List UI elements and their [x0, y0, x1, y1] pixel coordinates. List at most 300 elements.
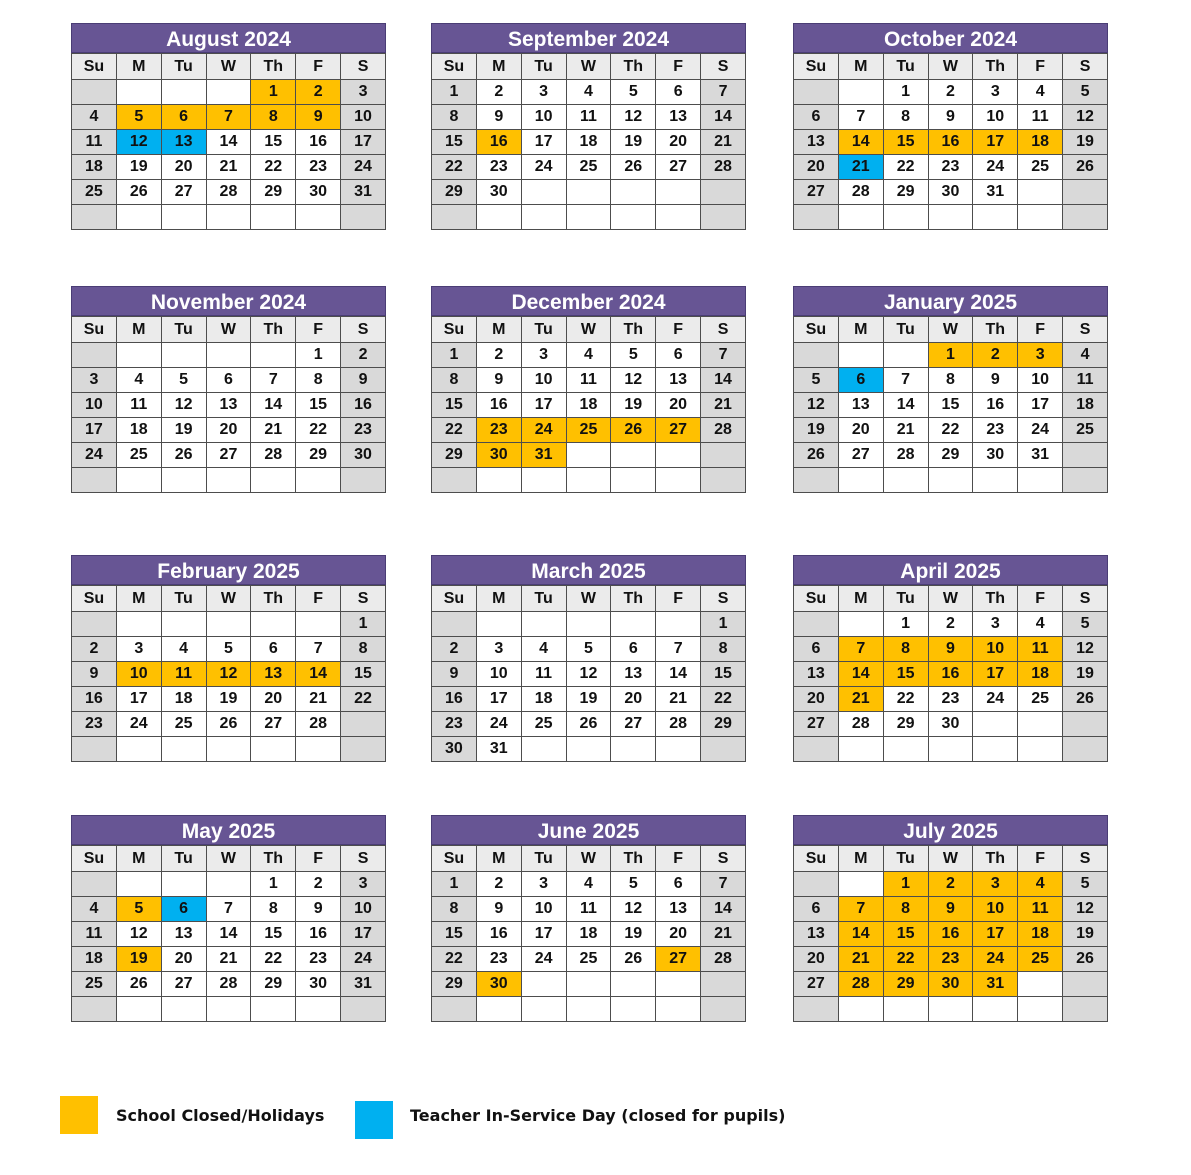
day-cell: 5: [1063, 612, 1108, 637]
day-cell: 22: [432, 418, 477, 443]
empty-day-cell: [1063, 468, 1108, 493]
week-row: [72, 205, 386, 230]
week-row: [72, 343, 386, 368]
day-cell: 24: [116, 712, 161, 737]
day-cell: 31: [341, 180, 386, 205]
empty-day-cell: [1063, 737, 1108, 762]
week-row: [794, 343, 1108, 368]
empty-day-cell: [611, 737, 656, 762]
empty-day-cell: [161, 343, 206, 368]
day-cell: 15: [928, 393, 973, 418]
day-cell: 30: [476, 180, 521, 205]
empty-day-cell: [476, 205, 521, 230]
empty-day-cell: [161, 80, 206, 105]
day-cell: 4: [161, 637, 206, 662]
week-row: [432, 443, 746, 468]
weekday-header-row: [432, 54, 746, 80]
empty-day-cell: [161, 205, 206, 230]
empty-day-cell: [341, 205, 386, 230]
day-cell: 11: [1063, 368, 1108, 393]
day-cell: 5: [1063, 872, 1108, 897]
empty-day-cell: [296, 468, 341, 493]
day-cell: 11: [72, 922, 117, 947]
day-cell: 3: [521, 343, 566, 368]
empty-day-cell: [1063, 997, 1108, 1022]
day-cell: 1: [928, 343, 973, 368]
empty-day-cell: [566, 443, 611, 468]
weekday-label: S: [1063, 54, 1108, 80]
day-cell: 22: [432, 155, 477, 180]
day-cell: 16: [296, 130, 341, 155]
weekday-label: Tu: [883, 54, 928, 80]
day-cell: 15: [432, 393, 477, 418]
week-row: [794, 368, 1108, 393]
day-cell: 11: [1018, 105, 1063, 130]
day-cell: 6: [794, 637, 839, 662]
day-cell: 29: [883, 180, 928, 205]
day-cell: 25: [72, 972, 117, 997]
day-cell: 19: [1063, 130, 1108, 155]
weekday-label: Th: [611, 586, 656, 612]
day-cell: 11: [116, 393, 161, 418]
week-row: [72, 105, 386, 130]
day-cell: 7: [838, 637, 883, 662]
month-grid: [793, 585, 1108, 762]
empty-day-cell: [251, 468, 296, 493]
weekday-label: Su: [794, 54, 839, 80]
day-cell: 7: [883, 368, 928, 393]
weekday-label: M: [116, 586, 161, 612]
day-cell: 10: [116, 662, 161, 687]
empty-day-cell: [161, 997, 206, 1022]
weekday-label: F: [296, 54, 341, 80]
month-grid: [71, 845, 386, 1022]
weekday-label: Th: [973, 846, 1018, 872]
weekday-label: W: [928, 846, 973, 872]
day-cell: 24: [521, 155, 566, 180]
weekday-label: S: [701, 54, 746, 80]
day-cell: 28: [206, 972, 251, 997]
day-cell: 8: [883, 897, 928, 922]
day-cell: 8: [251, 105, 296, 130]
empty-day-cell: [701, 468, 746, 493]
day-cell: 31: [1018, 443, 1063, 468]
day-cell: 2: [973, 343, 1018, 368]
empty-day-cell: [928, 997, 973, 1022]
day-cell: 22: [928, 418, 973, 443]
empty-day-cell: [1018, 468, 1063, 493]
day-cell: 15: [883, 662, 928, 687]
empty-day-cell: [701, 205, 746, 230]
month-grid: [431, 845, 746, 1022]
day-cell: 21: [206, 155, 251, 180]
week-row: [794, 443, 1108, 468]
week-row: [794, 687, 1108, 712]
day-cell: 16: [432, 687, 477, 712]
day-cell: 9: [296, 105, 341, 130]
week-row: [72, 972, 386, 997]
week-row: [72, 80, 386, 105]
day-cell: 15: [296, 393, 341, 418]
weekday-label: F: [296, 846, 341, 872]
empty-day-cell: [611, 205, 656, 230]
weekday-label: W: [566, 846, 611, 872]
day-cell: 23: [928, 687, 973, 712]
day-cell: 28: [251, 443, 296, 468]
weekday-label: Tu: [883, 317, 928, 343]
week-row: [794, 468, 1108, 493]
day-cell: 23: [476, 155, 521, 180]
week-row: [72, 897, 386, 922]
day-cell: 26: [116, 972, 161, 997]
day-cell: 23: [476, 418, 521, 443]
day-cell: 29: [432, 180, 477, 205]
empty-day-cell: [161, 872, 206, 897]
day-cell: 17: [341, 922, 386, 947]
empty-day-cell: [794, 997, 839, 1022]
day-cell: 9: [296, 897, 341, 922]
day-cell: 8: [432, 368, 477, 393]
weekday-label: F: [656, 846, 701, 872]
empty-day-cell: [72, 343, 117, 368]
week-row: [432, 130, 746, 155]
day-cell: 9: [928, 897, 973, 922]
week-row: [794, 662, 1108, 687]
day-cell: 25: [521, 712, 566, 737]
day-cell: 24: [973, 947, 1018, 972]
day-cell: 9: [476, 368, 521, 393]
week-row: [794, 897, 1108, 922]
day-cell: 23: [296, 947, 341, 972]
day-cell: 27: [794, 180, 839, 205]
day-cell: 2: [341, 343, 386, 368]
day-cell: 29: [251, 180, 296, 205]
day-cell: 21: [838, 947, 883, 972]
empty-day-cell: [521, 180, 566, 205]
day-cell: 12: [794, 393, 839, 418]
day-cell: 26: [611, 947, 656, 972]
day-cell: 6: [794, 897, 839, 922]
day-cell: 15: [883, 130, 928, 155]
day-cell: 13: [656, 368, 701, 393]
weekday-label: Tu: [161, 846, 206, 872]
day-cell: 2: [928, 80, 973, 105]
weekday-label: Su: [72, 586, 117, 612]
day-cell: 28: [656, 712, 701, 737]
day-cell: 25: [161, 712, 206, 737]
day-cell: 14: [838, 662, 883, 687]
week-row: [432, 343, 746, 368]
empty-day-cell: [432, 468, 477, 493]
weekday-label: F: [296, 317, 341, 343]
empty-day-cell: [206, 468, 251, 493]
month-grid: [793, 845, 1108, 1022]
legend-closed-swatch: [60, 1096, 98, 1134]
day-cell: 4: [566, 343, 611, 368]
empty-day-cell: [928, 737, 973, 762]
day-cell: 4: [1018, 612, 1063, 637]
weekday-label: Tu: [883, 586, 928, 612]
day-cell: 30: [476, 443, 521, 468]
day-cell: 11: [72, 130, 117, 155]
day-cell: 23: [341, 418, 386, 443]
empty-day-cell: [296, 997, 341, 1022]
day-cell: 26: [116, 180, 161, 205]
day-cell: 19: [566, 687, 611, 712]
day-cell: 19: [611, 922, 656, 947]
day-cell: 7: [656, 637, 701, 662]
day-cell: 10: [1018, 368, 1063, 393]
day-cell: 15: [883, 922, 928, 947]
day-cell: 16: [341, 393, 386, 418]
day-cell: 5: [161, 368, 206, 393]
day-cell: 24: [1018, 418, 1063, 443]
day-cell: 31: [521, 443, 566, 468]
empty-day-cell: [656, 612, 701, 637]
day-cell: 6: [611, 637, 656, 662]
weekday-label: F: [1018, 54, 1063, 80]
day-cell: 28: [701, 155, 746, 180]
week-row: [72, 130, 386, 155]
day-cell: 23: [928, 155, 973, 180]
day-cell: 20: [161, 155, 206, 180]
day-cell: 27: [161, 180, 206, 205]
day-cell: 31: [973, 180, 1018, 205]
weekday-label: M: [838, 586, 883, 612]
day-cell: 14: [206, 922, 251, 947]
empty-day-cell: [116, 468, 161, 493]
day-cell: 15: [251, 922, 296, 947]
day-cell: 10: [973, 105, 1018, 130]
weekday-label: S: [1063, 317, 1108, 343]
empty-day-cell: [973, 997, 1018, 1022]
empty-day-cell: [883, 343, 928, 368]
day-cell: 25: [1018, 155, 1063, 180]
day-cell: 20: [838, 418, 883, 443]
day-cell: 2: [432, 637, 477, 662]
day-cell: 3: [521, 872, 566, 897]
day-cell: 4: [1018, 872, 1063, 897]
empty-day-cell: [1018, 737, 1063, 762]
day-cell: 26: [206, 712, 251, 737]
weekday-label: Th: [611, 317, 656, 343]
month-calendar: [431, 815, 746, 1022]
day-cell: 12: [566, 662, 611, 687]
day-cell: 28: [883, 443, 928, 468]
day-cell: 21: [838, 155, 883, 180]
day-cell: 18: [1063, 393, 1108, 418]
day-cell: 12: [161, 393, 206, 418]
week-row: [432, 637, 746, 662]
weekday-label: W: [206, 317, 251, 343]
empty-day-cell: [116, 343, 161, 368]
month-title: November 2024: [71, 286, 386, 316]
empty-day-cell: [1018, 180, 1063, 205]
day-cell: 20: [656, 922, 701, 947]
weekday-label: Su: [432, 586, 477, 612]
day-cell: 6: [794, 105, 839, 130]
day-cell: 1: [296, 343, 341, 368]
legend-closed-label: School Closed/Holidays: [116, 1106, 325, 1125]
day-cell: 10: [341, 105, 386, 130]
day-cell: 10: [341, 897, 386, 922]
day-cell: 4: [566, 872, 611, 897]
day-cell: 3: [1018, 343, 1063, 368]
day-cell: 3: [973, 872, 1018, 897]
empty-day-cell: [701, 443, 746, 468]
weekday-label: Th: [251, 317, 296, 343]
day-cell: 9: [928, 105, 973, 130]
day-cell: 9: [973, 368, 1018, 393]
empty-day-cell: [251, 612, 296, 637]
empty-day-cell: [206, 997, 251, 1022]
day-cell: 30: [928, 712, 973, 737]
weekday-label: Su: [432, 846, 477, 872]
day-cell: 13: [206, 393, 251, 418]
day-cell: 26: [611, 155, 656, 180]
empty-day-cell: [838, 737, 883, 762]
empty-day-cell: [161, 737, 206, 762]
weekday-label: Su: [432, 54, 477, 80]
empty-day-cell: [251, 737, 296, 762]
day-cell: 6: [251, 637, 296, 662]
empty-day-cell: [1063, 972, 1108, 997]
week-row: [72, 637, 386, 662]
week-row: [432, 368, 746, 393]
empty-day-cell: [1063, 712, 1108, 737]
day-cell: 7: [701, 872, 746, 897]
month-calendar: [793, 815, 1108, 1022]
day-cell: 11: [566, 368, 611, 393]
empty-day-cell: [611, 180, 656, 205]
month-title: January 2025: [793, 286, 1108, 316]
month-grid: [793, 53, 1108, 230]
day-cell: 12: [116, 130, 161, 155]
day-cell: 1: [432, 872, 477, 897]
day-cell: 22: [251, 947, 296, 972]
week-row: [432, 80, 746, 105]
empty-day-cell: [883, 997, 928, 1022]
empty-day-cell: [161, 612, 206, 637]
day-cell: 30: [296, 180, 341, 205]
day-cell: 3: [476, 637, 521, 662]
empty-day-cell: [611, 972, 656, 997]
day-cell: 29: [251, 972, 296, 997]
weekday-label: W: [206, 586, 251, 612]
day-cell: 27: [161, 972, 206, 997]
day-cell: 13: [161, 130, 206, 155]
day-cell: 26: [794, 443, 839, 468]
week-row: [72, 468, 386, 493]
day-cell: 19: [794, 418, 839, 443]
empty-day-cell: [701, 997, 746, 1022]
day-cell: 14: [656, 662, 701, 687]
weekday-label: Th: [973, 54, 1018, 80]
weekday-header-row: [432, 846, 746, 872]
day-cell: 8: [701, 637, 746, 662]
weekday-label: S: [701, 586, 746, 612]
day-cell: 31: [973, 972, 1018, 997]
day-cell: 2: [476, 872, 521, 897]
day-cell: 18: [1018, 662, 1063, 687]
day-cell: 2: [296, 80, 341, 105]
month-calendar: [71, 815, 386, 1022]
month-title: July 2025: [793, 815, 1108, 845]
weekday-label: M: [476, 846, 521, 872]
weekday-label: S: [341, 586, 386, 612]
day-cell: 10: [72, 393, 117, 418]
day-cell: 19: [116, 155, 161, 180]
day-cell: 15: [701, 662, 746, 687]
day-cell: 6: [656, 80, 701, 105]
legend-inservice-label: Teacher In-Service Day (closed for pupils): [410, 1106, 786, 1125]
day-cell: 17: [521, 922, 566, 947]
day-cell: 10: [521, 105, 566, 130]
weekday-label: F: [1018, 846, 1063, 872]
empty-day-cell: [1018, 205, 1063, 230]
day-cell: 4: [566, 80, 611, 105]
day-cell: 23: [72, 712, 117, 737]
day-cell: 14: [883, 393, 928, 418]
day-cell: 3: [341, 872, 386, 897]
day-cell: 11: [566, 897, 611, 922]
day-cell: 14: [701, 897, 746, 922]
week-row: [794, 80, 1108, 105]
day-cell: 27: [656, 155, 701, 180]
day-cell: 17: [973, 130, 1018, 155]
day-cell: 12: [611, 105, 656, 130]
day-cell: 9: [72, 662, 117, 687]
day-cell: 7: [251, 368, 296, 393]
empty-day-cell: [1063, 443, 1108, 468]
empty-day-cell: [838, 612, 883, 637]
weekday-label: F: [296, 586, 341, 612]
week-row: [432, 155, 746, 180]
empty-day-cell: [521, 205, 566, 230]
day-cell: 26: [566, 712, 611, 737]
day-cell: 31: [476, 737, 521, 762]
day-cell: 24: [476, 712, 521, 737]
weekday-label: S: [1063, 586, 1108, 612]
day-cell: 22: [883, 947, 928, 972]
month-calendar: [71, 286, 386, 493]
day-cell: 21: [883, 418, 928, 443]
day-cell: 12: [206, 662, 251, 687]
day-cell: 11: [1018, 637, 1063, 662]
week-row: [432, 418, 746, 443]
empty-day-cell: [116, 80, 161, 105]
empty-day-cell: [476, 997, 521, 1022]
day-cell: 18: [72, 155, 117, 180]
week-row: [72, 922, 386, 947]
day-cell: 13: [794, 922, 839, 947]
month-title: March 2025: [431, 555, 746, 585]
empty-day-cell: [701, 972, 746, 997]
week-row: [794, 155, 1108, 180]
empty-day-cell: [341, 737, 386, 762]
day-cell: 21: [296, 687, 341, 712]
day-cell: 1: [883, 612, 928, 637]
week-row: [432, 393, 746, 418]
weekday-header-row: [72, 586, 386, 612]
day-cell: 15: [251, 130, 296, 155]
weekday-label: M: [838, 846, 883, 872]
empty-day-cell: [476, 468, 521, 493]
empty-day-cell: [611, 612, 656, 637]
empty-day-cell: [566, 180, 611, 205]
day-cell: 6: [206, 368, 251, 393]
day-cell: 26: [161, 443, 206, 468]
